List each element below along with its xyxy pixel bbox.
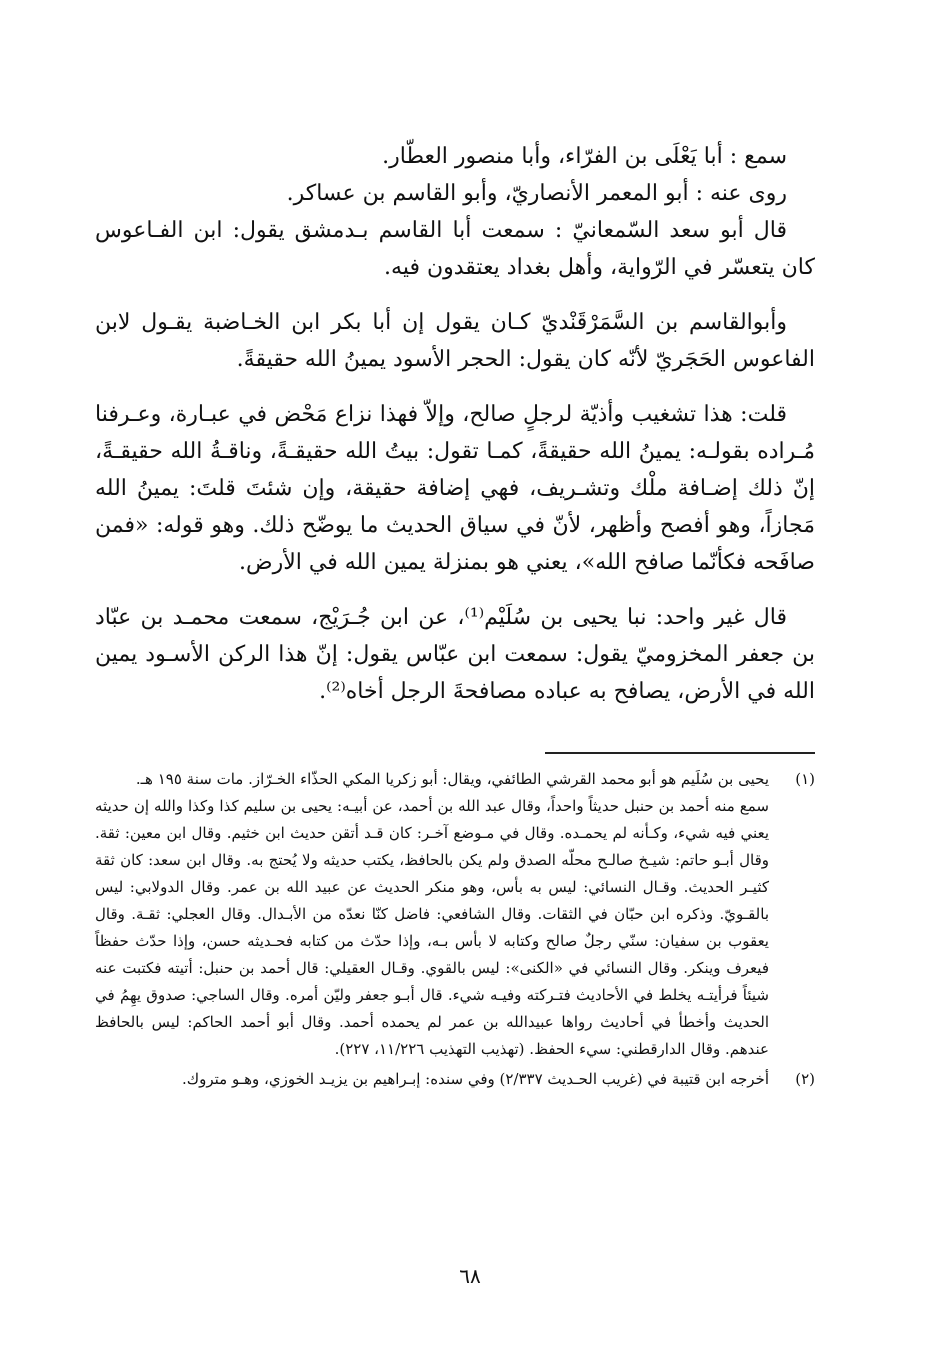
paragraph-author-comment: قلت: هذا تشغيب وأذيّة لرجلٍ صالح، وإلاّ فهذا نزاع مَحْض في عبـارة، وعـرفنا مُـراده بقولـه: يمينُ الله حقيقةً، كمـا تقول: بيتُ الله حقيقـةً، وناقـةُ الله حقيقـةً، إنّ ذلك إضـافة ملْك وتشـريف، فهي إضافة حقيقة، وإن شئتَ قلتَ: يمينُ الله مَجازاً، وهو أفصح وأظهر، لأنّ في سياق الحديث ما يوضّح ذلك. وهو قوله: «فمن صافَحه فكأنّما صافح الله»، يعني هو بمنزلة يمين الله في الأرض. [95, 402, 815, 575]
page-number: ٦٨ [459, 1264, 481, 1288]
paragraph-samani-quote: قال أبو سعد السّمعانيّ : سمعت أبا القاسم بـدمشق يقول: ابن الفـاعوس كان يتعسّر في الرّواية، وأهل بغداد يعتقدون فيه. [95, 218, 815, 280]
footnote-1 [95, 766, 815, 1063]
footnote-body [95, 1066, 769, 1093]
footnote-body [95, 766, 769, 1063]
paragraph-samarqandi: وأبوالقاسم بن السَّمَرْقَنْديّ كـان يقول إن أبا بكر ابن الخـاضبة يقـول لابن الفاعوس الحَجَريّ لأنّه كان يقول: الحجر الأسود يمينُ الله حقيقةً. [95, 310, 815, 372]
footnote-text: سمع منه أحمد بن حنبل حديثاً واحداً، وقال عبد الله بن أحمد، عن أبيـه: يحيى بن سليم كذا وكذا والله إن حديثه يعني فيه شيء، وكـأنه لم يحمـده. وقال في مـوضع آخـر: كان قـد أتقن حديث ابن خثيم. وقال ابن معين: ثقة. وقال أبـو حاتم: شيـخ صالـح محلّه الصدق ولم يكن بالحافظ، يكتب حديثه ولا يُحتج به. وقال ابن سعد: كان ثقة كثيـر الحديث. وقـال النسائي: ليس به بأس، وهو منكر الحديث عن عبيد الله بن عمر. وقال الدولابي: ليس بالقـويّ. وذكره ابن حبّان في الثقات. وقال الشافعي: فاضل كنّا نعدّه من الأبـدال. وقال العجلي: ثقـة. وقال يعقوب بن سفيان: سنّي رجلٌ صالح وكتابه لا بأس بـه، وإذا حدّث من كتابه فحـديثه حسن، وإذا حدّث حفظاً فيعرف وينكر. وقال النسائي في «الكنى»: ليس بالقوي. وقـال العقيلي: قال أحمد بن حنبل: أتيته فكتبت عنه شيئاً فرأيتـه يخلط في الأحاديث فتـركته وفيـه شيء. قال أبـو جعفر وليّن أمره. وقال الساجي: صدوق يهِمُ في الحديث وأخطأ في أحاديث رواها عبيدالله بن عمر لم يحمده أحمد. وقال أبو أحمد الحاكم: ليس بالحافظ عندهم. وقال الدارقطني: سيء الحفظ. (تهذيب التهذيب ١١/٢٢٦، ٢٢٧). [95, 797, 769, 1058]
footnotes [95, 766, 815, 1096]
footnote-number: (١) [795, 770, 815, 788]
paragraph-narrated-by: روى عنه : أبو المعمر الأنصاريّ، وأبو القاسم بن عساكر. [286, 181, 787, 206]
footnote-text: أخرجه ابن قتيبة في (غريب الحـديث ٢/٣٣٧) وفي سنده: إبـراهيم بن يزيـد الخوزي، وهـو متروك. [181, 1070, 769, 1088]
main-text [95, 138, 815, 710]
footnote-number: (٢) [795, 1070, 815, 1088]
paragraph-heard-from: سمع : أبا يَعْلَى بن الفرّاء، وأبا منصور العطّار. [382, 144, 787, 169]
footnote-separator [545, 752, 815, 754]
footnote-text: يحيى بن سُلَيم هو أبو محمد القرشي الطائفي، ويقال: أبو زكريا المكي الحذّاء الخـرّاز. مات سنة ١٩٥ هـ. [135, 770, 769, 788]
footnote-2 [95, 1066, 815, 1093]
paragraph-hadith-ibn-abbas: قال غير واحد: نبا يحيى بن سُلَيْم⁽¹⁾، عن ابن جُـرَيْج، سمعت محمـد بن عبّاد بن جعفر المخزوميّ يقول: سمعت ابن عبّاس يقول: إنّ هذا الركن الأسـود يمين الله في الأرض، يصافح به عباده مصافحةَ الرجل أخاه⁽²⁾. [95, 605, 815, 704]
